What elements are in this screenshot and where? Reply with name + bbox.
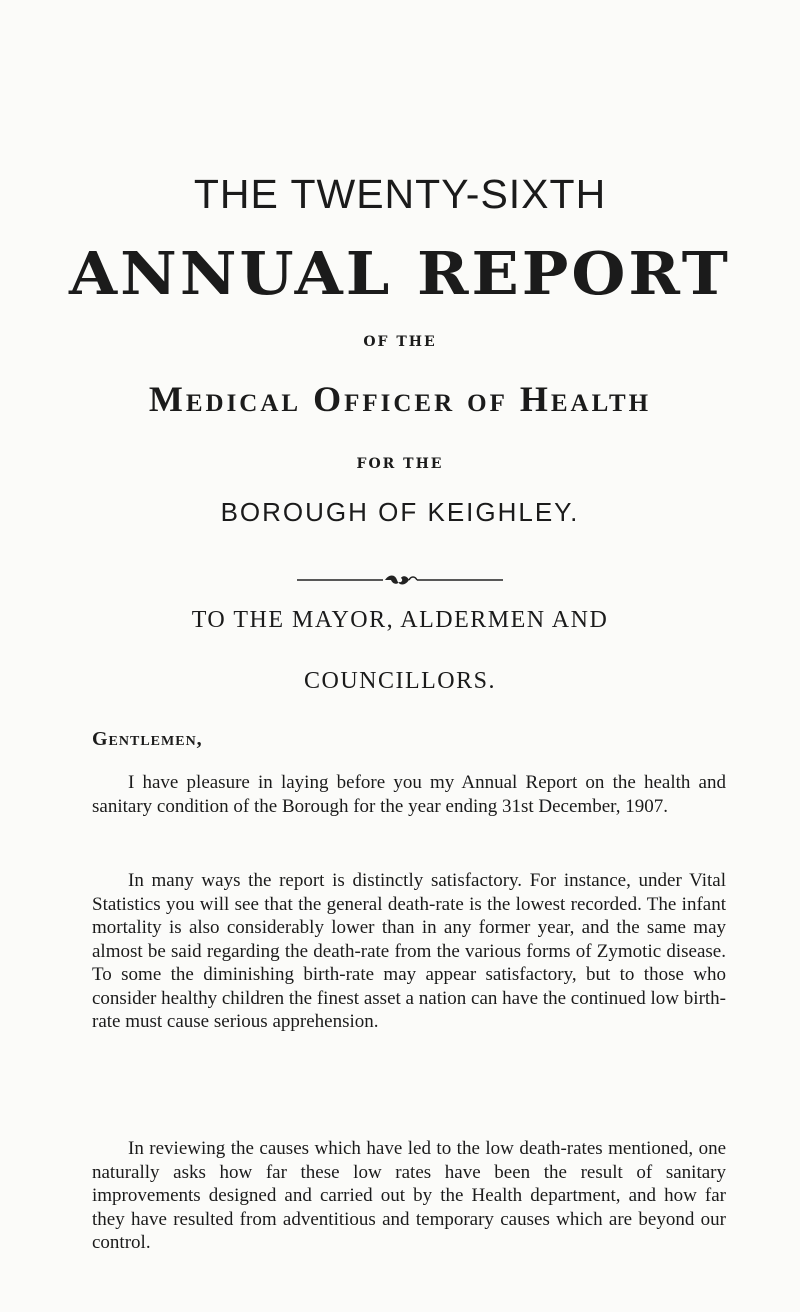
title-borough: BOROUGH OF KEIGHLEY. xyxy=(220,497,580,527)
divider-ornament-icon xyxy=(297,572,503,588)
title-officer: Medical Officer of Health xyxy=(148,379,652,419)
title-for-the: FOR THE xyxy=(356,456,444,472)
title-main: ANNUAL REPORT xyxy=(69,238,731,309)
address-line-1: TO THE MAYOR, ALDERMEN AND xyxy=(191,607,609,633)
address-line-2: COUNCILLORS. xyxy=(303,668,496,694)
paragraph: In reviewing the causes which have led to the low death-rates mentioned, one naturally asks how far these low rates have been the result of sanitary improvements designed and carried out by the Health department, and how far they have resulted from adventitious and temporary causes which are beyond our control. xyxy=(92,1138,726,1253)
title-ordinal: THE TWENTY-SIXTH xyxy=(193,171,607,217)
paragraph: I have pleasure in laying before you my Annual Report on the health and sanitary condition of the Borough for the year ending 31st December, 1907. xyxy=(92,772,726,817)
title-of-the: OF THE xyxy=(363,334,437,350)
paragraph: In many ways the report is distinctly satisfactory. For instance, under Vital Statistics you will see that the general death-rate is the lowest recorded. The infant mortality is also considerably lower than in any former year, and the same may almost be said regarding the death-rate from the various forms of Zymotic disease. To some the diminishing birth-rate may appear satisfactory, but to those who consider healthy children the finest asset a nation can have the continued low birth-rate must cause serious apprehension. xyxy=(92,870,726,1032)
salutation: Gentlemen, xyxy=(92,728,203,750)
